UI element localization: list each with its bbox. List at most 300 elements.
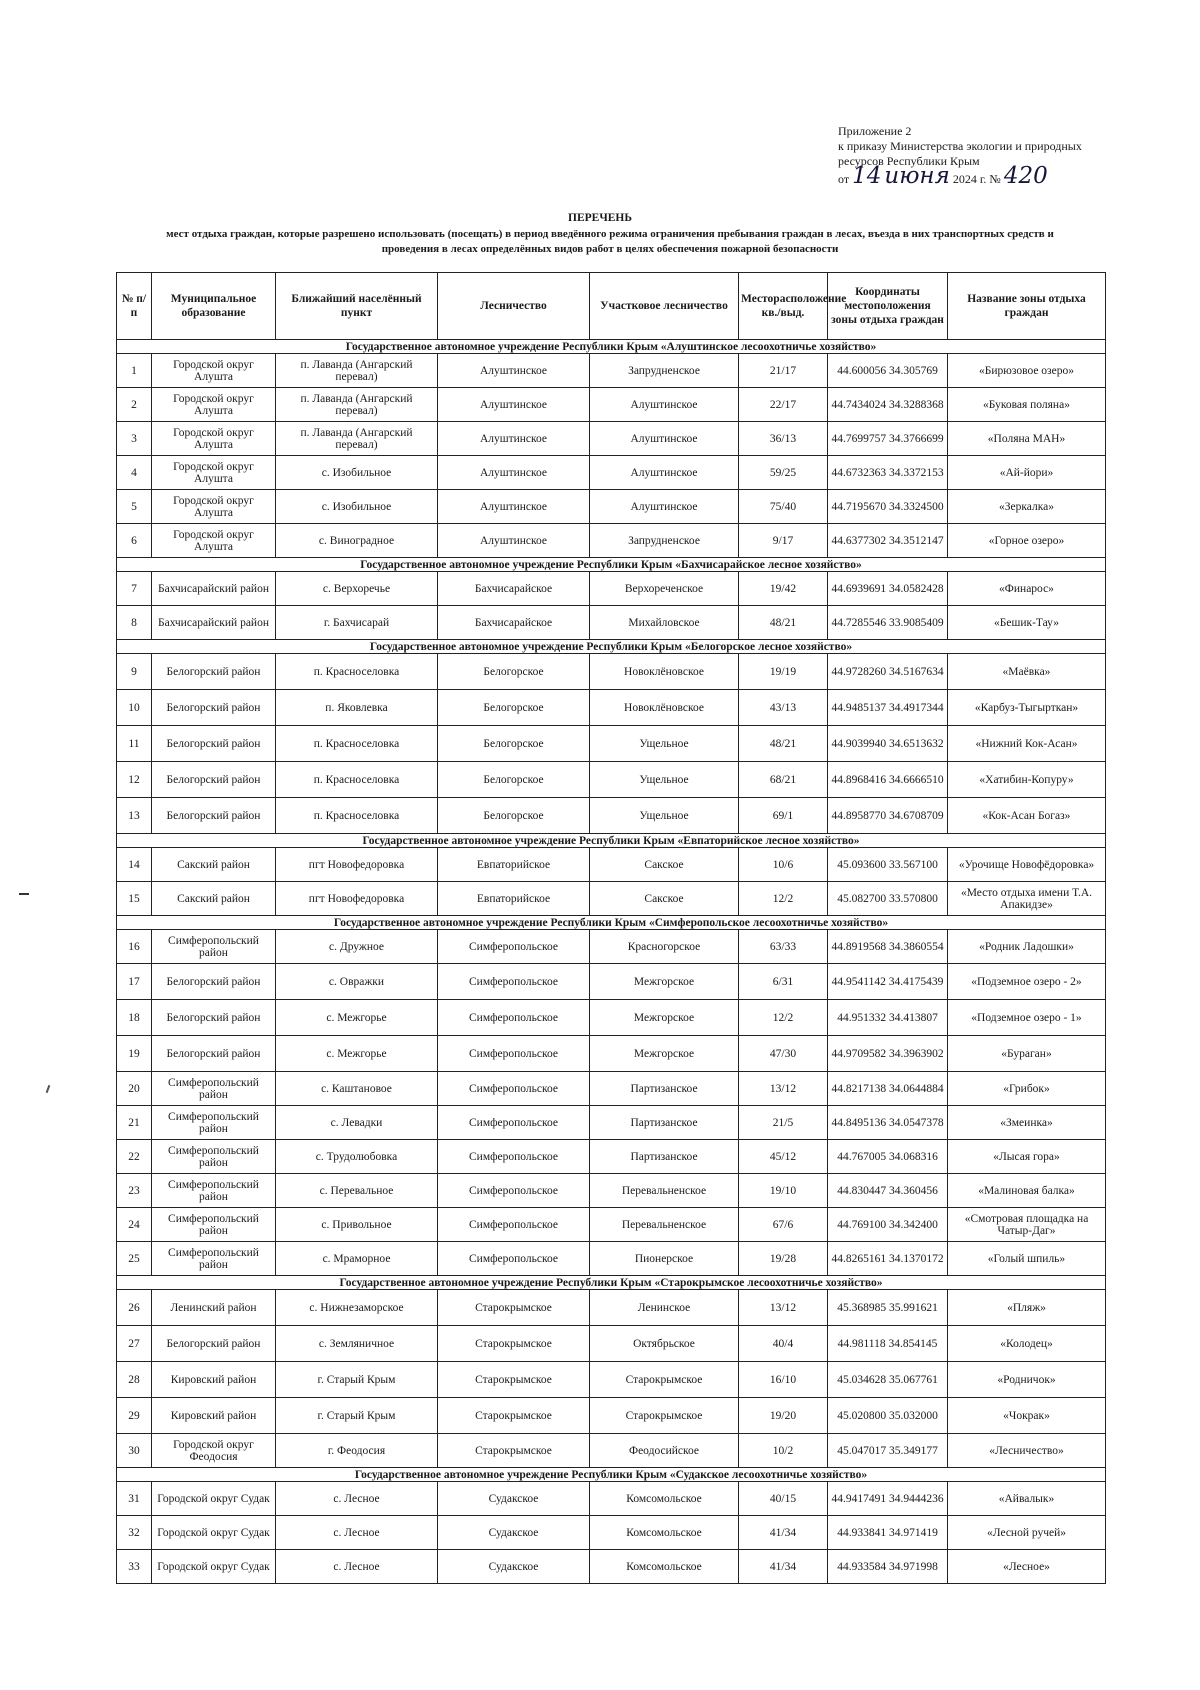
table-cell: 44.8265161 34.1370172: [828, 1242, 948, 1276]
table-cell: 67/6: [739, 1208, 828, 1242]
table-cell: 75/40: [739, 490, 828, 524]
table-row: [117, 490, 1106, 524]
table-cell: п. Лаванда (Ангарский перевал): [276, 388, 438, 422]
table-cell: Алуштинское: [590, 490, 739, 524]
table-cell: Городской округ Алушта: [152, 490, 276, 524]
table-cell: 44.8919568 34.3860554: [828, 930, 948, 964]
table-cell: Комсомольское: [590, 1550, 739, 1584]
table-cell: с. Лесное: [276, 1550, 438, 1584]
table-cell: Городской округ Судак: [152, 1482, 276, 1516]
page-subtitle: мест отдыха граждан, которые разрешено использовать (посещать) в период введённого режима ограничения пребывания граждан в лесах, въезда в них транспортных средств и проведения в лесах определённых видов работ в целях обеспечения пожарной безопасности: [166, 228, 1054, 255]
table-cell: 20: [117, 1072, 152, 1106]
table-cell: 45.020800 35.032000: [828, 1398, 948, 1434]
table-cell: «Финарос»: [948, 572, 1106, 606]
column-header: Координаты местоположения зоны отдыха граждан: [828, 273, 948, 340]
table-cell: 41/34: [739, 1550, 828, 1584]
table-cell: Бахчисарайское: [438, 606, 590, 640]
table-cell: с. Левадки: [276, 1106, 438, 1140]
table-cell: с. Изобильное: [276, 456, 438, 490]
table-cell: 45.368985 35.991621: [828, 1290, 948, 1326]
table-cell: Алуштинское: [438, 422, 590, 456]
table-cell: «Подземное озеро - 2»: [948, 964, 1106, 1000]
table-cell: 25: [117, 1242, 152, 1276]
table-cell: «Буковая поляна»: [948, 388, 1106, 422]
appendix-line-3: ресурсов Республики Крым: [838, 154, 980, 168]
table-cell: г. Старый Крым: [276, 1362, 438, 1398]
table-cell: Симферопольский район: [152, 1072, 276, 1106]
table-cell: 44.9417491 34.9444236: [828, 1482, 948, 1516]
table-row: [117, 762, 1106, 798]
table-cell: Симферопольский район: [152, 1208, 276, 1242]
table-cell: Белогорское: [438, 762, 590, 798]
table-cell: Партизанское: [590, 1140, 739, 1174]
table-cell: 17: [117, 964, 152, 1000]
table-row: [117, 1290, 1106, 1326]
table-cell: Симферопольское: [438, 1208, 590, 1242]
table-cell: с. Верхоречье: [276, 572, 438, 606]
order-number: 420: [1003, 163, 1048, 189]
table-cell: Бахчисарайский район: [152, 572, 276, 606]
table-cell: 21: [117, 1106, 152, 1140]
table-cell: Белогорское: [438, 726, 590, 762]
table-cell: 16/10: [739, 1362, 828, 1398]
table-cell: Ущельное: [590, 726, 739, 762]
table-cell: 44.600056 34.305769: [828, 354, 948, 388]
table-cell: Пионерское: [590, 1242, 739, 1276]
table-cell: 44.6732363 34.3372153: [828, 456, 948, 490]
table-cell: 44.951332 34.413807: [828, 1000, 948, 1036]
table-row: [117, 1362, 1106, 1398]
table-cell: Городской округ Алушта: [152, 422, 276, 456]
appendix-line-2: к приказу Министерства экологии и природных: [838, 139, 1082, 153]
table-row: [117, 1434, 1106, 1468]
table-row: [117, 456, 1106, 490]
table-cell: 44.9709582 34.3963902: [828, 1036, 948, 1072]
table-cell: «Малиновая балка»: [948, 1174, 1106, 1208]
table-cell: 32: [117, 1516, 152, 1550]
table-cell: «Змеинка»: [948, 1106, 1106, 1140]
table-cell: 27: [117, 1326, 152, 1362]
table-cell: с. Межгорье: [276, 1036, 438, 1072]
table-cell: 18: [117, 1000, 152, 1036]
group-title: Государственное автономное учреждение Республики Крым «Симферопольское лесоохотничье хозяйство»: [117, 916, 1106, 930]
table-cell: с. Нижнезаморское: [276, 1290, 438, 1326]
table-cell: «Лесное»: [948, 1550, 1106, 1584]
table-cell: 44.9541142 34.4175439: [828, 964, 948, 1000]
table-cell: пгт Новофедоровка: [276, 882, 438, 916]
table-cell: «Место отдыха имени Т.А. Апакидзе»: [948, 882, 1106, 916]
table-cell: Алуштинское: [438, 388, 590, 422]
table-cell: 7: [117, 572, 152, 606]
table-cell: Октябрьское: [590, 1326, 739, 1362]
table-cell: «Бешик-Тау»: [948, 606, 1106, 640]
table-cell: Старокрымское: [438, 1434, 590, 1468]
table-cell: 19/42: [739, 572, 828, 606]
order-date-line: [838, 163, 1082, 189]
table-cell: Белогорский район: [152, 1036, 276, 1072]
table-cell: 40/4: [739, 1326, 828, 1362]
table-cell: «Лесной ручей»: [948, 1516, 1106, 1550]
table-cell: 12/2: [739, 1000, 828, 1036]
table-cell: 23: [117, 1174, 152, 1208]
table-cell: п. Красноселовка: [276, 654, 438, 690]
table-cell: 59/25: [739, 456, 828, 490]
table-cell: Симферопольское: [438, 964, 590, 1000]
group-title: Государственное автономное учреждение Республики Крым «Старокрымское лесоохотничье хозяйство»: [117, 1276, 1106, 1290]
table-cell: 44.8958770 34.6708709: [828, 798, 948, 834]
table-cell: с. Трудолюбовка: [276, 1140, 438, 1174]
table-cell: Городской округ Феодосия: [152, 1434, 276, 1468]
table-cell: 40/15: [739, 1482, 828, 1516]
table-cell: Алуштинское: [590, 422, 739, 456]
table-cell: Ущельное: [590, 798, 739, 834]
table-cell: Запрудненское: [590, 524, 739, 558]
table-row: [117, 964, 1106, 1000]
table-cell: Белогорский район: [152, 654, 276, 690]
table-cell: «Хатибин-Копуру»: [948, 762, 1106, 798]
table-cell: Белогорский район: [152, 798, 276, 834]
column-header: Ближайший населённый пункт: [276, 273, 438, 340]
table-cell: 45.047017 35.349177: [828, 1434, 948, 1468]
table-cell: 2: [117, 388, 152, 422]
table-cell: 43/13: [739, 690, 828, 726]
table-row: [117, 1036, 1106, 1072]
appendix-line-1: Приложение 2: [838, 124, 912, 138]
table-cell: Городской округ Судак: [152, 1516, 276, 1550]
table-cell: Белогорский район: [152, 1000, 276, 1036]
table-cell: с. Дружное: [276, 930, 438, 964]
table-cell: Ленинский район: [152, 1290, 276, 1326]
group-row: [117, 834, 1106, 848]
table-cell: г. Бахчисарай: [276, 606, 438, 640]
table-cell: Старокрымское: [438, 1362, 590, 1398]
table-cell: «Кок-Асан Богаз»: [948, 798, 1106, 834]
table-cell: 24: [117, 1208, 152, 1242]
table-cell: 44.7434024 34.3288368: [828, 388, 948, 422]
date-prefix: от: [838, 172, 850, 186]
table-cell: 13/12: [739, 1072, 828, 1106]
table-cell: 10: [117, 690, 152, 726]
table-cell: п. Лаванда (Ангарский перевал): [276, 354, 438, 388]
table-cell: 22: [117, 1140, 152, 1174]
table-cell: с. Межгорье: [276, 1000, 438, 1036]
table-cell: «Айвалык»: [948, 1482, 1106, 1516]
table-row: [117, 1516, 1106, 1550]
table-row: [117, 572, 1106, 606]
table-cell: Старокрымское: [590, 1398, 739, 1434]
table-cell: Межгорское: [590, 1036, 739, 1072]
table-cell: Ущельное: [590, 762, 739, 798]
table-cell: «Пляж»: [948, 1290, 1106, 1326]
table-row: [117, 1174, 1106, 1208]
group-row: [117, 1276, 1106, 1290]
table-cell: г. Феодосия: [276, 1434, 438, 1468]
table-cell: 69/1: [739, 798, 828, 834]
table-cell: «Бирюзовое озеро»: [948, 354, 1106, 388]
column-header: Месторасположение кв./выд.: [739, 273, 828, 340]
table-cell: Партизанское: [590, 1072, 739, 1106]
table-cell: 44.9485137 34.4917344: [828, 690, 948, 726]
table-row: [117, 1398, 1106, 1434]
table-cell: 1: [117, 354, 152, 388]
table-row: [117, 654, 1106, 690]
table-body: [117, 340, 1106, 1584]
table-cell: 45/12: [739, 1140, 828, 1174]
table-row: [117, 690, 1106, 726]
table-cell: 41/34: [739, 1516, 828, 1550]
table-cell: 44.8968416 34.6666510: [828, 762, 948, 798]
column-header: Участковое лесничество: [590, 273, 739, 340]
table-cell: 19/10: [739, 1174, 828, 1208]
table-cell: Кировский район: [152, 1398, 276, 1434]
table-cell: 12: [117, 762, 152, 798]
table-cell: п. Яковлевка: [276, 690, 438, 726]
table-cell: Симферопольский район: [152, 1140, 276, 1174]
table-cell: п. Красноселовка: [276, 726, 438, 762]
table-cell: 9: [117, 654, 152, 690]
table-cell: Красногорское: [590, 930, 739, 964]
table-cell: «Лесничество»: [948, 1434, 1106, 1468]
table-cell: 30: [117, 1434, 152, 1468]
table-cell: Старокрымское: [438, 1290, 590, 1326]
table-cell: 31: [117, 1482, 152, 1516]
table-cell: 8: [117, 606, 152, 640]
table-cell: 21/5: [739, 1106, 828, 1140]
table-cell: Сакское: [590, 848, 739, 882]
table-cell: 19/19: [739, 654, 828, 690]
table-row: [117, 1482, 1106, 1516]
table-cell: 44.769100 34.342400: [828, 1208, 948, 1242]
table-cell: Новоклёновское: [590, 654, 739, 690]
table-cell: 13: [117, 798, 152, 834]
margin-tick: [46, 1085, 51, 1093]
table-cell: Старокрымское: [438, 1398, 590, 1434]
group-row: [117, 558, 1106, 572]
table-cell: Симферопольский район: [152, 1242, 276, 1276]
table-cell: 68/21: [739, 762, 828, 798]
table-row: [117, 930, 1106, 964]
table-cell: Кировский район: [152, 1362, 276, 1398]
table-cell: с. Каштановое: [276, 1072, 438, 1106]
group-title: Государственное автономное учреждение Республики Крым «Евпаторийское лесное хозяйство»: [117, 834, 1106, 848]
appendix-block: [838, 124, 1082, 188]
table-cell: с. Привольное: [276, 1208, 438, 1242]
table-cell: «Лысая гора»: [948, 1140, 1106, 1174]
table-cell: 44.6939691 34.0582428: [828, 572, 948, 606]
table-cell: «Родник Ладошки»: [948, 930, 1106, 964]
date-year: 2024 г. №: [952, 172, 1001, 186]
table-cell: 19/20: [739, 1398, 828, 1434]
table-cell: 3: [117, 422, 152, 456]
table-cell: «Поляна МАН»: [948, 422, 1106, 456]
table-cell: 14: [117, 848, 152, 882]
table-cell: Перевальненское: [590, 1208, 739, 1242]
table-cell: Алуштинское: [590, 456, 739, 490]
page-title: ПЕРЕЧЕНЬ: [568, 212, 632, 224]
table-header-row: [117, 273, 1106, 340]
table-cell: Комсомольское: [590, 1482, 739, 1516]
table-cell: 36/13: [739, 422, 828, 456]
table-cell: Старокрымское: [438, 1326, 590, 1362]
table-cell: с. Перевальное: [276, 1174, 438, 1208]
table-cell: 16: [117, 930, 152, 964]
table-row: [117, 1242, 1106, 1276]
column-header: № п/п: [117, 273, 152, 340]
table-cell: 44.6377302 34.3512147: [828, 524, 948, 558]
table-cell: 15: [117, 882, 152, 916]
table-cell: Сакский район: [152, 848, 276, 882]
table-cell: 13/12: [739, 1290, 828, 1326]
table-cell: Белогорский район: [152, 762, 276, 798]
table-cell: 45.034628 35.067761: [828, 1362, 948, 1398]
table-cell: Белогорский район: [152, 964, 276, 1000]
table-cell: 6/31: [739, 964, 828, 1000]
table-row: [117, 1550, 1106, 1584]
table-cell: Симферопольский район: [152, 1106, 276, 1140]
table-row: [117, 1072, 1106, 1106]
table-cell: Судакское: [438, 1550, 590, 1584]
table-cell: Судакское: [438, 1516, 590, 1550]
table-cell: Михайловское: [590, 606, 739, 640]
table-cell: с. Овражки: [276, 964, 438, 1000]
table-row: [117, 848, 1106, 882]
table-cell: Феодосийское: [590, 1434, 739, 1468]
table-cell: Сакское: [590, 882, 739, 916]
table-cell: Бахчисарайский район: [152, 606, 276, 640]
table-cell: 44.7699757 34.3766699: [828, 422, 948, 456]
table-cell: Белогорское: [438, 654, 590, 690]
table-cell: 11: [117, 726, 152, 762]
table-cell: 4: [117, 456, 152, 490]
table-cell: п. Красноселовка: [276, 798, 438, 834]
table-cell: Новоклёновское: [590, 690, 739, 726]
table-cell: «Нижний Кок-Асан»: [948, 726, 1106, 762]
table-cell: Алуштинское: [438, 456, 590, 490]
table-cell: Комсомольское: [590, 1516, 739, 1550]
table-cell: Белогорский район: [152, 1326, 276, 1362]
table-cell: «Подземное озеро - 1»: [948, 1000, 1106, 1036]
group-row: [117, 1468, 1106, 1482]
table-cell: «Маёвка»: [948, 654, 1106, 690]
table-cell: 44.7285546 33.9085409: [828, 606, 948, 640]
table-cell: с. Лесное: [276, 1516, 438, 1550]
table-cell: Симферопольское: [438, 930, 590, 964]
table-cell: п. Лаванда (Ангарский перевал): [276, 422, 438, 456]
table-cell: «Колодец»: [948, 1326, 1106, 1362]
table-row: [117, 524, 1106, 558]
table-cell: 48/21: [739, 726, 828, 762]
table-cell: 44.9728260 34.5167634: [828, 654, 948, 690]
table-cell: «Горное озеро»: [948, 524, 1106, 558]
table-cell: 10/2: [739, 1434, 828, 1468]
table-cell: Межгорское: [590, 964, 739, 1000]
table-cell: 44.933584 34.971998: [828, 1550, 948, 1584]
column-header: Название зоны отдыха граждан: [948, 273, 1106, 340]
table-cell: Городской округ Алушта: [152, 388, 276, 422]
table-cell: Городской округ Алушта: [152, 524, 276, 558]
table-cell: с. Лесное: [276, 1482, 438, 1516]
table-cell: 45.093600 33.567100: [828, 848, 948, 882]
table-cell: 22/17: [739, 388, 828, 422]
table-cell: 33: [117, 1550, 152, 1584]
table-row: [117, 1106, 1106, 1140]
table-cell: Симферопольское: [438, 1106, 590, 1140]
table-cell: Старокрымское: [590, 1362, 739, 1398]
table-cell: Симферопольский район: [152, 1174, 276, 1208]
table-cell: с. Земляничное: [276, 1326, 438, 1362]
table-cell: Сакский район: [152, 882, 276, 916]
table-row: [117, 882, 1106, 916]
table-cell: 63/33: [739, 930, 828, 964]
table-cell: Белогорский район: [152, 690, 276, 726]
table-cell: 44.7195670 34.3324500: [828, 490, 948, 524]
table-cell: «Грибок»: [948, 1072, 1106, 1106]
table-cell: «Чокрак»: [948, 1398, 1106, 1434]
table-cell: «Смотровая площадка на Чатыр-Даг»: [948, 1208, 1106, 1242]
table-row: [117, 726, 1106, 762]
table-cell: 5: [117, 490, 152, 524]
table-row: [117, 1208, 1106, 1242]
table-cell: 44.830447 34.360456: [828, 1174, 948, 1208]
table-cell: Белогорское: [438, 798, 590, 834]
table-row: [117, 1000, 1106, 1036]
table-cell: Белогорский район: [152, 726, 276, 762]
date-day: 14: [852, 163, 882, 189]
date-month: июня: [884, 163, 950, 189]
table-cell: «Карбуз-Тыгырткан»: [948, 690, 1106, 726]
table-cell: Алуштинское: [438, 354, 590, 388]
table-cell: 21/17: [739, 354, 828, 388]
table-cell: Белогорское: [438, 690, 590, 726]
margin-mark: [19, 893, 29, 895]
table-cell: Алуштинское: [438, 524, 590, 558]
table-cell: 44.8495136 34.0547378: [828, 1106, 948, 1140]
table-cell: 26: [117, 1290, 152, 1326]
table-cell: «Урочище Новофёдоровка»: [948, 848, 1106, 882]
group-title: Государственное автономное учреждение Республики Крым «Судакское лесоохотничье хозяйство»: [117, 1468, 1106, 1482]
table-cell: Ленинское: [590, 1290, 739, 1326]
group-title: Государственное автономное учреждение Республики Крым «Белогорское лесное хозяйство»: [117, 640, 1106, 654]
table-cell: Городской округ Алушта: [152, 354, 276, 388]
table-cell: Евпаторийское: [438, 882, 590, 916]
table-cell: Алуштинское: [438, 490, 590, 524]
table-cell: Симферопольское: [438, 1174, 590, 1208]
table-cell: Судакское: [438, 1482, 590, 1516]
group-title: Государственное автономное учреждение Республики Крым «Бахчисарайское лесное хозяйство»: [117, 558, 1106, 572]
table-cell: Верхореченское: [590, 572, 739, 606]
table-cell: 44.933841 34.971419: [828, 1516, 948, 1550]
table-cell: «Родничок»: [948, 1362, 1106, 1398]
table-cell: г. Старый Крым: [276, 1398, 438, 1434]
table-row: [117, 1326, 1106, 1362]
column-header: Лесничество: [438, 273, 590, 340]
table-cell: Партизанское: [590, 1106, 739, 1140]
table-cell: 29: [117, 1398, 152, 1434]
table-cell: Симферопольское: [438, 1036, 590, 1072]
table-cell: с. Виноградное: [276, 524, 438, 558]
table-cell: «Голый шпиль»: [948, 1242, 1106, 1276]
table-cell: «Зеркалка»: [948, 490, 1106, 524]
table-cell: Евпаторийское: [438, 848, 590, 882]
table-cell: 45.082700 33.570800: [828, 882, 948, 916]
group-row: [117, 640, 1106, 654]
table-row: [117, 606, 1106, 640]
table-cell: Симферопольский район: [152, 930, 276, 964]
table-cell: пгт Новофедоровка: [276, 848, 438, 882]
table-cell: Симферопольское: [438, 1140, 590, 1174]
table-cell: 9/17: [739, 524, 828, 558]
table-cell: п. Красноселовка: [276, 762, 438, 798]
